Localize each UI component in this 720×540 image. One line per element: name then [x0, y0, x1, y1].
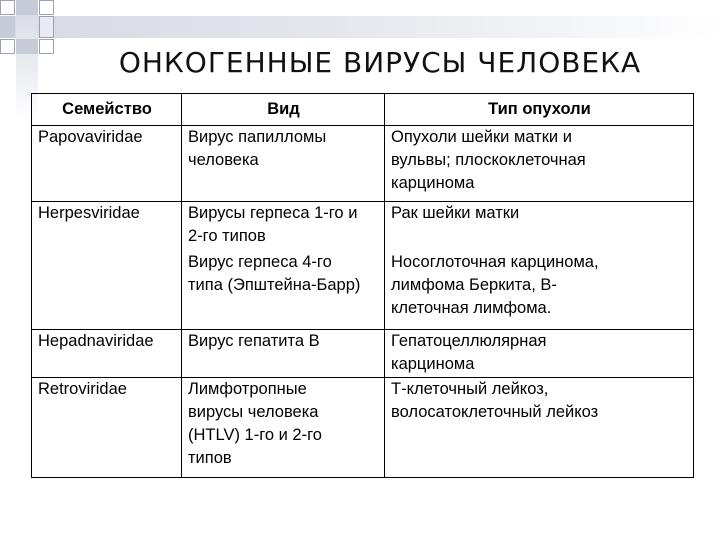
tumor-line: волосатоклеточный лейкоз	[391, 403, 599, 421]
tumor-line: Носоглоточная карцинома,	[391, 253, 599, 271]
tumor-line: Рак шейки матки	[391, 204, 520, 222]
species-line: типа (Эпштейна-Барр)	[188, 276, 361, 294]
header-species: Вид	[182, 94, 385, 126]
species-line: (HTLV) 1-го и 2-го	[188, 426, 322, 444]
cell-family	[32, 378, 182, 478]
family-text: Papovaviridae	[38, 128, 143, 146]
tumor-line: лимфома Беркита, В-	[391, 276, 557, 294]
decor-square	[39, 0, 54, 15]
family-text: Retroviridae	[38, 380, 127, 398]
tumor-line: карцинома	[391, 174, 475, 192]
species-line: человека	[188, 151, 259, 169]
family-text: Hepadnaviridae	[38, 332, 154, 350]
species-line: Вирус папилломы	[188, 128, 327, 146]
page-title: ОНКОГЕННЫЕ ВИРУСЫ ЧЕЛОВЕКА	[118, 46, 642, 79]
cell-tumor	[385, 378, 694, 478]
species-line: Лимфотропные	[188, 380, 307, 398]
header-family: Семейство	[32, 94, 182, 126]
tumor-line: вульвы; плоскоклеточная	[391, 151, 586, 169]
tumor-line: клеточная лимфома.	[391, 299, 552, 317]
oncogenic-viruses-table	[31, 93, 694, 478]
decor-square	[0, 16, 15, 38]
species-line: типов	[188, 449, 232, 467]
species-line: вирусы человека	[188, 403, 319, 421]
cell-tumor	[385, 330, 694, 378]
species-line: Вирус герпеса 4-го	[188, 253, 332, 271]
table-row	[32, 126, 694, 202]
tumor-line: Опухоли шейки матки и	[391, 128, 572, 146]
species-line: Вирус гепатита В	[188, 332, 320, 350]
tumor-line: Т-клеточный лейкоз,	[391, 380, 549, 398]
cell-species	[182, 126, 385, 202]
decor-square	[16, 0, 38, 15]
family-text: Herpesviridae	[38, 204, 140, 222]
cell-family	[32, 202, 182, 330]
header-decor-bar	[0, 16, 720, 38]
species-line: 2-го типов	[188, 227, 266, 245]
cell-tumor	[385, 202, 694, 330]
tumor-line: Гепатоцеллюлярная	[391, 332, 547, 350]
cell-species	[182, 202, 385, 330]
tumor-line: карцинома	[391, 355, 475, 373]
cell-species	[182, 378, 385, 478]
header-tumor: Тип опухоли	[385, 94, 694, 126]
cell-tumor	[385, 126, 694, 202]
table-header-row	[32, 94, 694, 126]
decor-square	[39, 16, 54, 38]
table-row	[32, 330, 694, 378]
cell-family	[32, 330, 182, 378]
species-line: Вирусы герпеса 1-го и	[188, 204, 358, 222]
decor-square	[0, 0, 15, 15]
cell-species	[182, 330, 385, 378]
cell-family	[32, 126, 182, 202]
table-row	[32, 202, 694, 330]
table-row	[32, 378, 694, 478]
